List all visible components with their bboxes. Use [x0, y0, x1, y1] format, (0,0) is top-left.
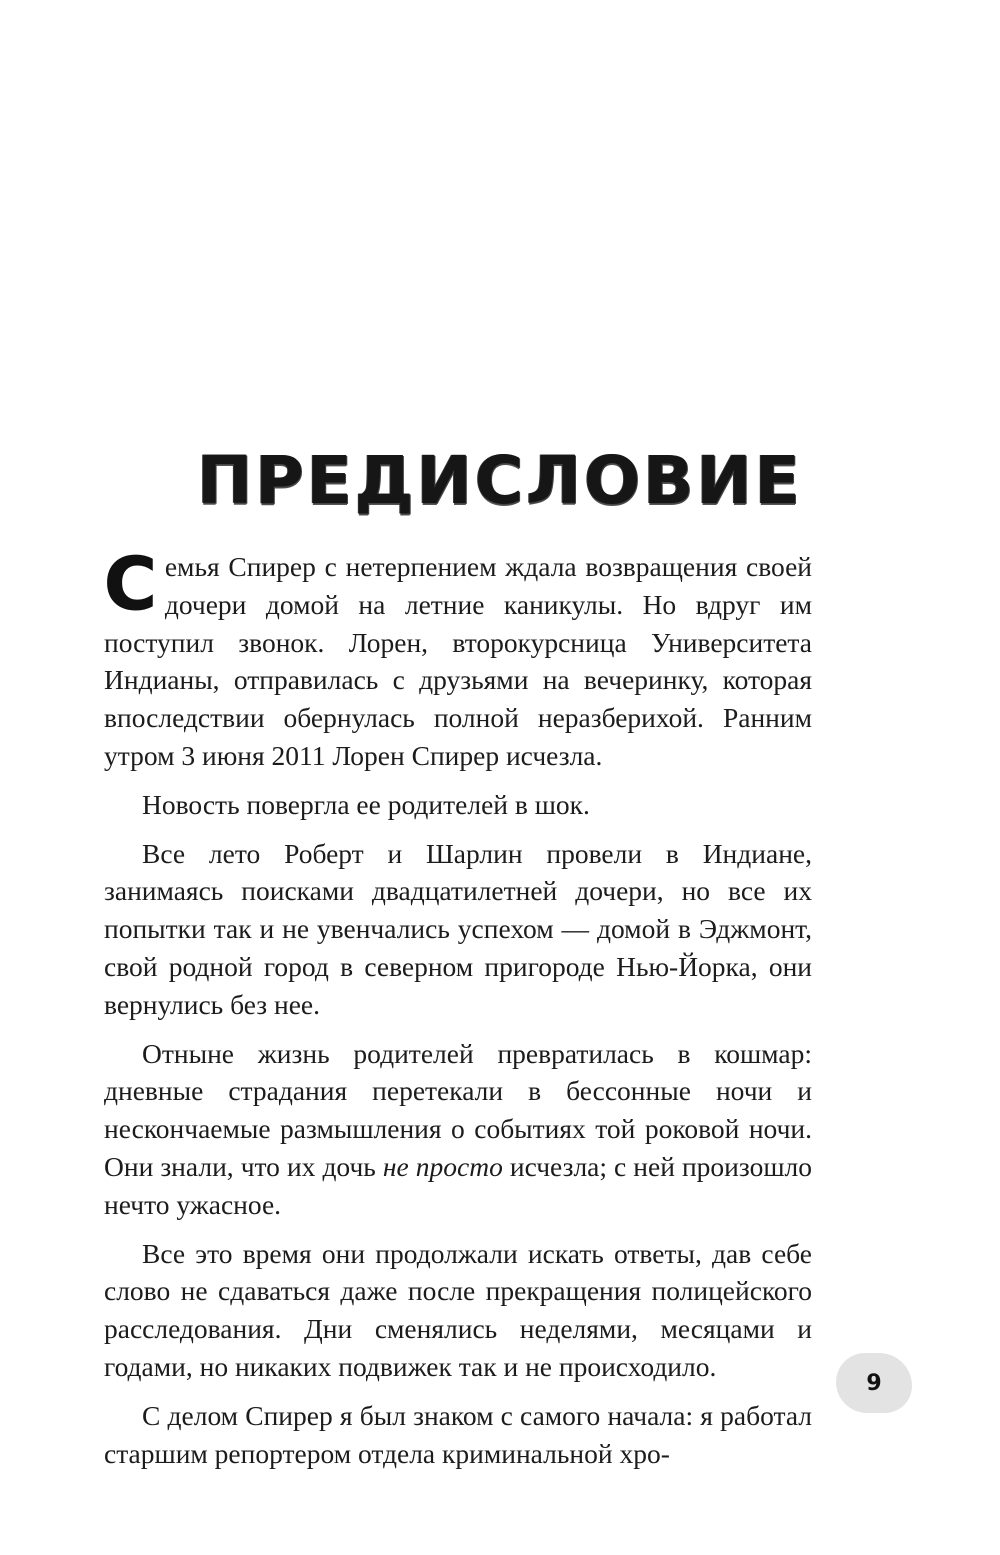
drop-cap: С [104, 542, 157, 626]
paragraph-3: Все лето Роберт и Шарлин провели в Индиане, занимаясь поисками двадцатилетней дочери, но все их попытки так и не увенчались успехом — домой в Эджмонт, свой родной город в северном пригороде Нью-Йорка, они вернулись без нее. [104, 837, 812, 1020]
paragraph-2: Новость повергла ее родителей в шок. [142, 788, 590, 820]
paragraph-6: С делом Спирер я был знаком с самого начала: я работал старшим репортером отдела криминальной хро- [104, 1399, 812, 1469]
paragraph-4-before: Отныне жизнь родителей превратилась в кошмар: дневные страдания перетекали в бессонные ночи и нескончаемые размышления о событиях той роковой ночи. Они знали, что их дочь [104, 1037, 812, 1182]
paragraph-4 [104, 1035, 812, 1224]
paragraph-1 [104, 542, 812, 775]
chapter-title: ПРЕДИСЛОВИЕ [197, 442, 803, 520]
paragraph-5: Все это время они продолжали искать ответы, дав себе слово не сдаваться даже после прекращения полицейского расследования. Дни сменялись неделями, месяцами и годами, но никаких подвижек так и не происходило. [104, 1237, 812, 1382]
paragraph-4-emphasis: не просто [382, 1150, 503, 1182]
body-text [104, 542, 812, 1483]
page-number: 9 [866, 1370, 882, 1396]
paragraph-4-after: исчезла; с ней произошло нечто ужасное. [104, 1150, 812, 1220]
page-number-badge [836, 1353, 912, 1413]
paragraph-1-text: емья Спирер с нетерпением ждала возвращения своей дочери домой на летние каникулы. Но вдруг им поступил звонок. Лорен, второкурсница Университета Индианы, отправилась с друзьями на вечеринку, которая впоследствии обернулась полной неразберихой. Ранним утром 3 июня 2011 Лорен Спирер исчезла. [104, 551, 812, 771]
